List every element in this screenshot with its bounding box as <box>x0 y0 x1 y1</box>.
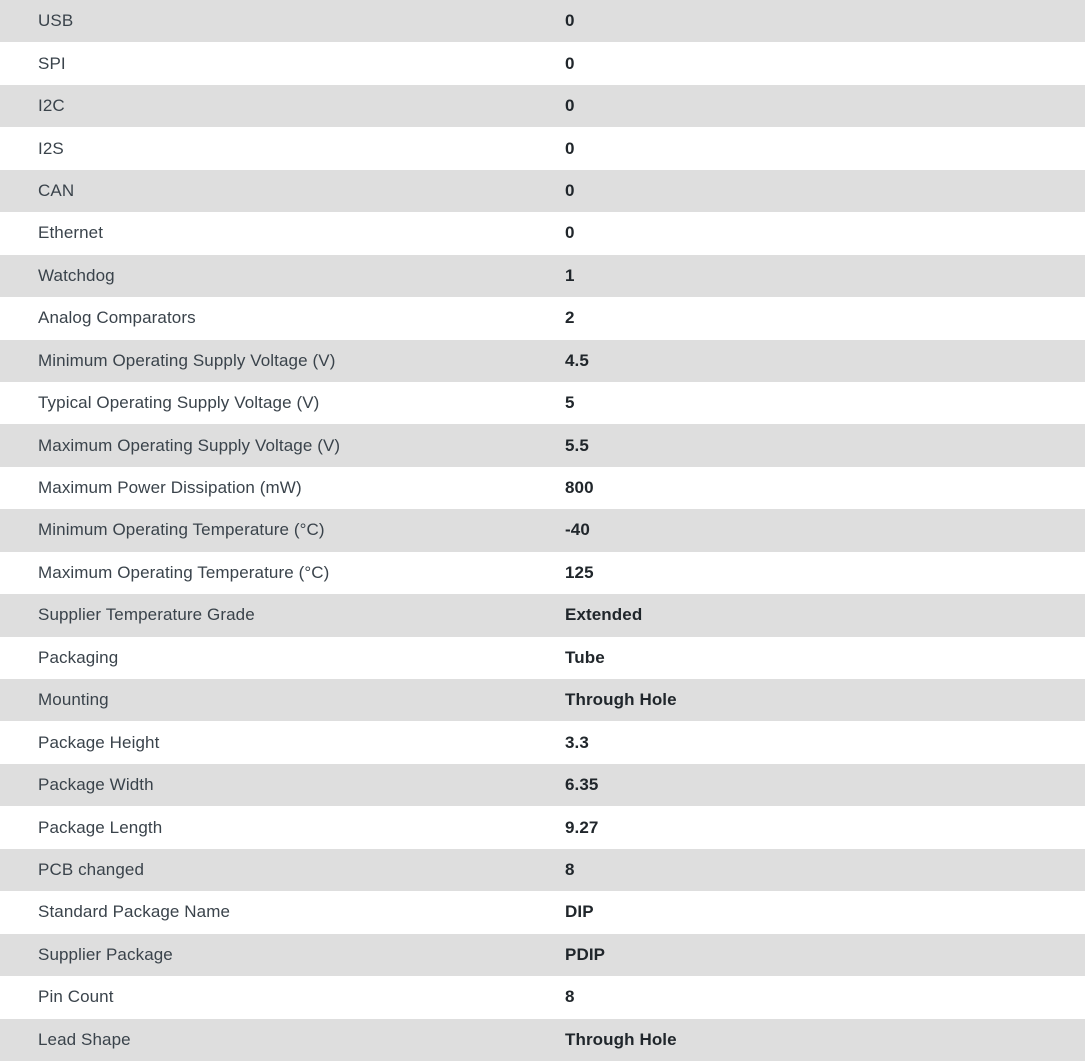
spec-attribute-label: Package Width <box>38 775 154 795</box>
spec-attribute-value: DIP <box>565 902 594 922</box>
spec-attribute-value: Through Hole <box>565 690 677 710</box>
spec-attribute-value: 5 <box>565 393 575 413</box>
spec-attribute-value: 125 <box>565 562 594 582</box>
spec-table-row <box>0 255 1085 297</box>
spec-table-row <box>0 467 1085 509</box>
spec-attribute-value: 9.27 <box>565 817 599 837</box>
spec-attribute-value: 0 <box>565 53 575 73</box>
spec-attribute-value: 0 <box>565 223 575 243</box>
spec-attribute-label: Pin Count <box>38 987 114 1007</box>
spec-attribute-label: SPI <box>38 53 66 73</box>
spec-table-row <box>0 297 1085 339</box>
spec-attribute-value: 800 <box>565 478 594 498</box>
spec-attribute-label: PCB changed <box>38 859 145 879</box>
spec-table-row <box>0 42 1085 84</box>
spec-attribute-value: 0 <box>565 138 575 158</box>
spec-attribute-value: 4.5 <box>565 350 589 370</box>
spec-table-row <box>0 806 1085 848</box>
spec-attribute-value: PDIP <box>565 944 606 964</box>
spec-table-row <box>0 424 1085 466</box>
spec-attribute-value: 5.5 <box>565 435 589 455</box>
spec-table-row <box>0 849 1085 891</box>
spec-attribute-label: Standard Package Name <box>38 902 231 922</box>
spec-table-row <box>0 594 1085 636</box>
spec-table-row <box>0 170 1085 212</box>
spec-attribute-label: Typical Operating Supply Voltage (V) <box>38 393 320 413</box>
spec-table-row <box>0 127 1085 169</box>
spec-table-row <box>0 891 1085 933</box>
spec-table-row <box>0 764 1085 806</box>
spec-attribute-label: Watchdog <box>38 265 115 285</box>
spec-attribute-label: Packaging <box>38 647 119 667</box>
spec-table-row <box>0 679 1085 721</box>
spec-attribute-label: Analog Comparators <box>38 308 196 328</box>
spec-attribute-label: Maximum Power Dissipation (mW) <box>38 478 302 498</box>
spec-attribute-value: 8 <box>565 987 575 1007</box>
spec-attribute-label: Lead Shape <box>38 1029 131 1049</box>
spec-table-row <box>0 637 1085 679</box>
spec-table-row <box>0 934 1085 976</box>
spec-table-row <box>0 0 1085 42</box>
spec-attribute-value: -40 <box>565 520 590 540</box>
spec-attribute-value: 3.3 <box>565 732 589 752</box>
spec-attribute-label: CAN <box>38 180 75 200</box>
spec-attribute-label: USB <box>38 11 74 31</box>
spec-table-row <box>0 85 1085 127</box>
spec-attribute-label: Ethernet <box>38 223 104 243</box>
spec-attribute-value: Through Hole <box>565 1029 677 1049</box>
spec-attribute-label: Maximum Operating Temperature (°C) <box>38 562 330 582</box>
spec-attribute-value: Extended <box>565 605 643 625</box>
spec-attribute-value: 6.35 <box>565 775 599 795</box>
spec-attribute-label: Maximum Operating Supply Voltage (V) <box>38 435 341 455</box>
spec-table-row <box>0 721 1085 763</box>
spec-attribute-value: Tube <box>565 647 605 667</box>
spec-table-row <box>0 976 1085 1018</box>
spec-attribute-value: 1 <box>565 265 575 285</box>
spec-table-row <box>0 509 1085 551</box>
spec-attribute-label: Package Length <box>38 817 163 837</box>
spec-attribute-value: 8 <box>565 859 575 879</box>
spec-table-row <box>0 382 1085 424</box>
spec-table-row <box>0 212 1085 254</box>
spec-attribute-label: Package Height <box>38 732 160 752</box>
spec-attribute-value: 0 <box>565 180 575 200</box>
spec-attribute-label: Minimum Operating Temperature (°C) <box>38 520 325 540</box>
spec-attribute-label: Mounting <box>38 690 109 710</box>
spec-attribute-label: Supplier Temperature Grade <box>38 605 255 625</box>
spec-attribute-label: I2S <box>38 138 64 158</box>
spec-attribute-value: 2 <box>565 308 575 328</box>
spec-attribute-value: 0 <box>565 11 575 31</box>
spec-table-row <box>0 552 1085 594</box>
spec-table-row <box>0 1019 1085 1061</box>
spec-attribute-value: 0 <box>565 96 575 116</box>
spec-attribute-label: Minimum Operating Supply Voltage (V) <box>38 350 336 370</box>
spec-attribute-label: Supplier Package <box>38 944 173 964</box>
spec-table-row <box>0 340 1085 382</box>
spec-attribute-label: I2C <box>38 96 65 116</box>
